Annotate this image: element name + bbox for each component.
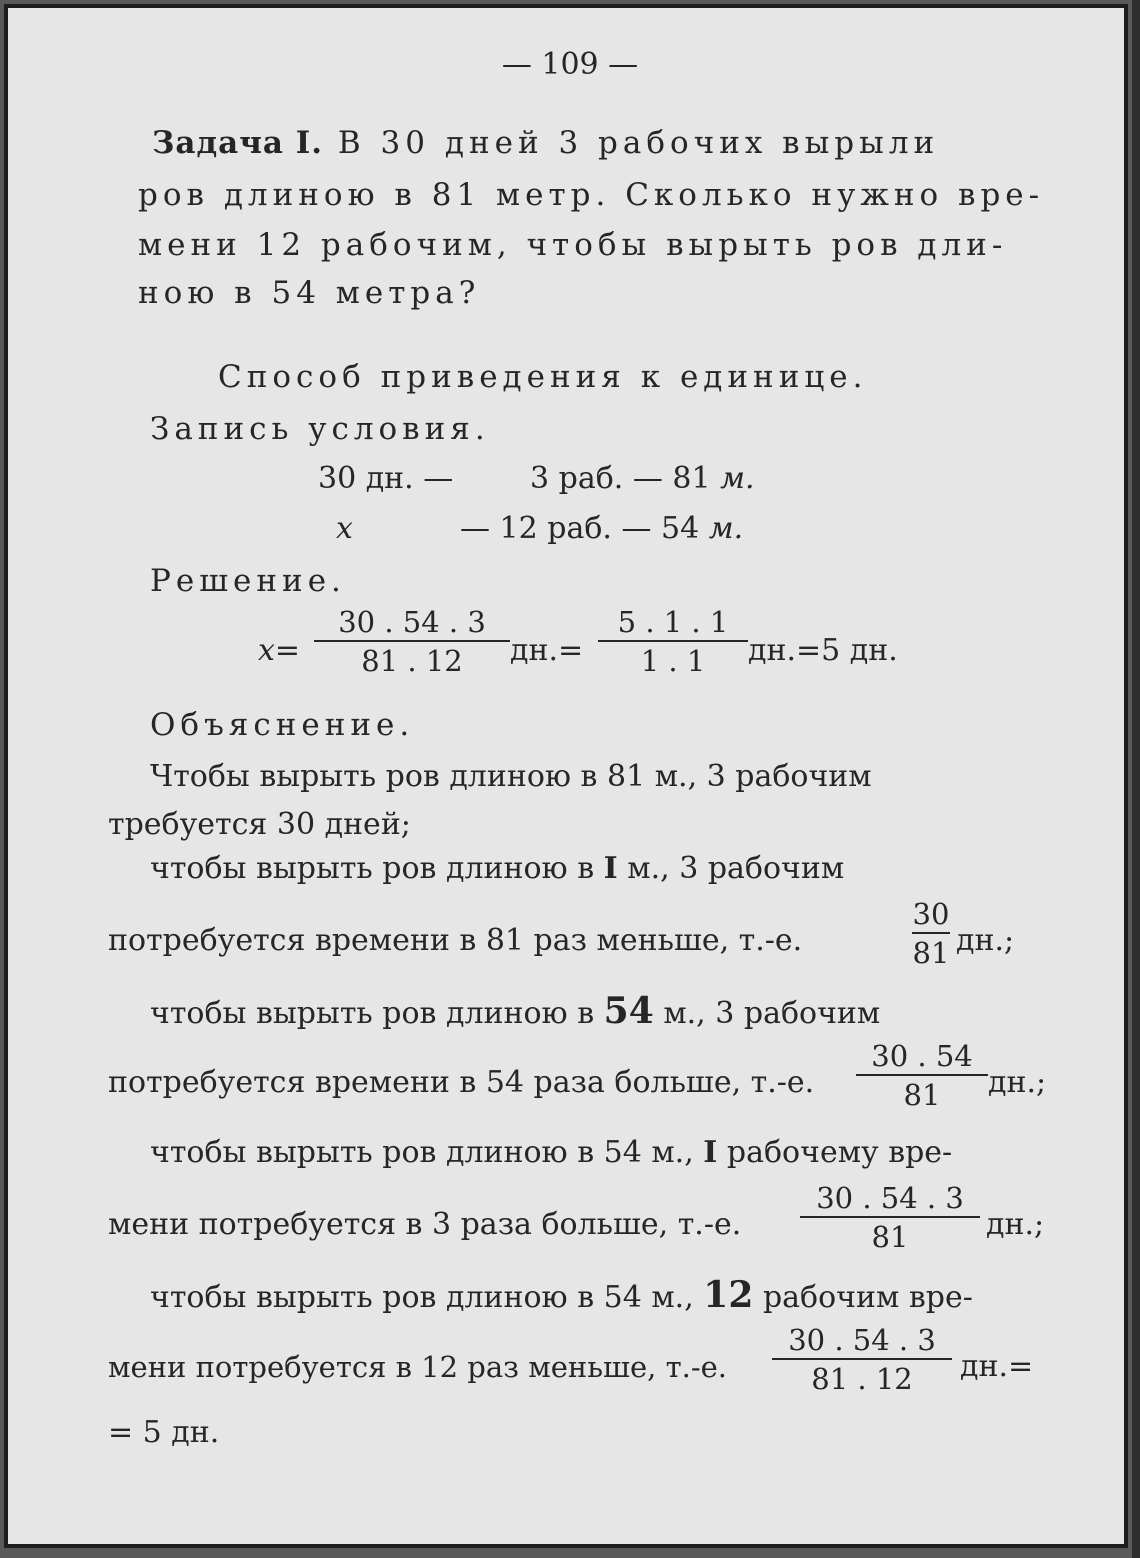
problem-line-1 xyxy=(152,126,939,160)
problem-label: Задача I. xyxy=(152,125,324,161)
problem-line-2: ров длиною в 81 метр. Сколько нужно вре- xyxy=(138,177,1045,213)
solution-lhs: x= xyxy=(258,633,301,668)
condition-row-2-b: — 12 раб. — 54 м. xyxy=(460,511,744,546)
explanation-line-10: мени потребуется в 12 раз меньше, т.-е. xyxy=(108,1350,728,1384)
condition-row-2-a: x xyxy=(336,511,353,546)
solution-heading: Решение. xyxy=(150,563,346,599)
explanation-line-1: Чтобы вырыть ров длиною в 81 м., 3 рабочим xyxy=(150,759,872,794)
explanation-line-6: потребуется времени в 54 раза больше, т.-е. xyxy=(108,1065,815,1100)
explanation-heading: Объяснение. xyxy=(150,707,415,743)
solution-mid: дн.= xyxy=(510,633,584,668)
problem-line-3: мени 12 рабочим, чтобы вырыть ров дли- xyxy=(138,227,1008,263)
solution-rhs: дн.=5 дн. xyxy=(748,633,898,668)
fraction-bar xyxy=(598,640,748,642)
explanation-line-10-end: дн.= xyxy=(960,1349,1034,1384)
page-number: — 109 — xyxy=(501,47,639,82)
explanation-line-2: требуется 30 дней; xyxy=(108,807,411,842)
explanation-line-6-end: дн.; xyxy=(988,1065,1047,1100)
solution-fraction-2 xyxy=(598,606,748,677)
solution-fraction-2-denominator: 1 . 1 xyxy=(640,644,706,678)
explanation-line-9: чтобы вырыть ров длиною в 54 м., 12 рабочим вре- xyxy=(150,1274,973,1316)
problem-text-1: В 30 дней 3 рабочих вырыли xyxy=(323,125,940,161)
explanation-fraction-a: 30 81 xyxy=(912,897,950,970)
fraction-bar xyxy=(772,1358,952,1360)
explanation-line-8: мени потребуется в 3 раза больше, т.-е. xyxy=(108,1207,742,1242)
condition-row-1-a: 30 дн. — xyxy=(318,461,454,496)
fraction-bar xyxy=(314,640,510,642)
problem-line-4: ною в 54 метра? xyxy=(138,275,481,311)
explanation-line-7: чтобы вырыть ров длиною в 54 м., I рабочему вре- xyxy=(150,1135,953,1170)
fraction-bar xyxy=(856,1074,988,1076)
method-title: Способ приведения к единице. xyxy=(218,359,868,395)
page-edge-shadow xyxy=(1132,0,1140,1558)
solution-fraction-1 xyxy=(314,606,510,677)
explanation-line-11: = 5 дн. xyxy=(108,1415,220,1450)
solution-fraction-1-denominator: 81 . 12 xyxy=(361,644,463,678)
explanation-line-5: чтобы вырыть ров длиною в 54 м., 3 рабочим xyxy=(150,990,881,1032)
explanation-fraction-b: 30 . 54 81 xyxy=(856,1040,988,1111)
fraction-bar xyxy=(800,1216,980,1218)
explanation-fraction-c: 30 . 54 . 3 81 xyxy=(800,1182,980,1253)
explanation-line-4: потребуется времени в 81 раз меньше, т.-е. xyxy=(108,923,803,958)
condition-heading: Запись условия. xyxy=(150,411,490,447)
explanation-line-3: чтобы вырыть ров длиною в I м., 3 рабочим xyxy=(150,851,845,886)
explanation-line-4-end: дн.; xyxy=(956,923,1015,958)
condition-row-1-b: 3 раб. — 81 м. xyxy=(530,461,755,496)
explanation-line-8-end: дн.; xyxy=(986,1207,1045,1242)
explanation-fraction-d: 30 . 54 . 3 81 . 12 xyxy=(772,1324,952,1395)
solution-fraction-2-numerator: 5 . 1 . 1 xyxy=(617,605,729,639)
fraction-bar xyxy=(912,932,950,934)
solution-fraction-1-numerator: 30 . 54 . 3 xyxy=(338,605,486,639)
